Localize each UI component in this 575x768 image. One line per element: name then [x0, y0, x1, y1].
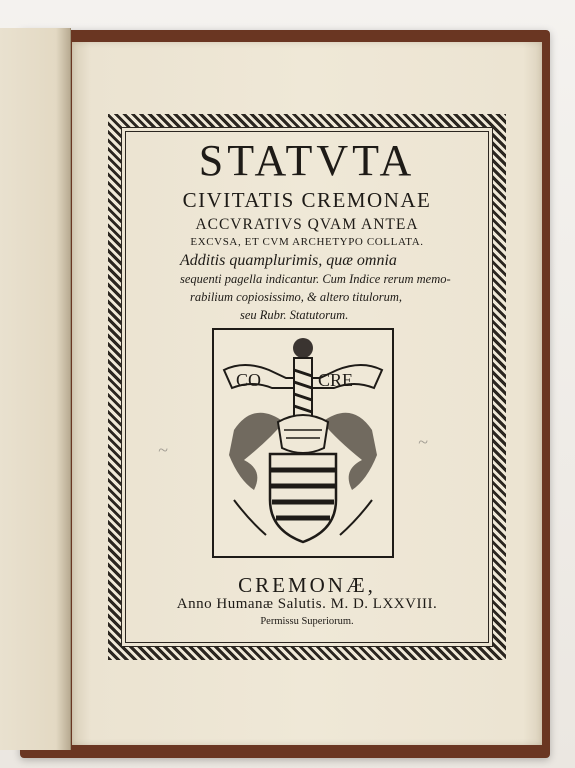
italic-line-2: sequenti pagella indicantur. Cum Indice rerum memo- — [180, 272, 451, 286]
pencil-mark-right: ~ — [418, 432, 428, 452]
coat-of-arms-icon — [214, 330, 392, 556]
italic-line-4: seu Rubr. Statutorum. — [240, 308, 349, 322]
emblem-label-right: CRE — [318, 370, 354, 390]
emblem-label-left: CO — [236, 370, 262, 390]
pencil-mark-left: ~ — [158, 440, 168, 460]
italic-line-3: rabilium copiosissimo, & altero titulorum, — [190, 290, 403, 304]
imprint-city: CREMONÆ, — [238, 573, 376, 597]
subtitle-accuracy: ACCVRATIVS QVAM ANTEA — [195, 216, 419, 233]
left-page-edge — [0, 28, 71, 750]
italic-line-1: Additis quamplurimis, quæ omnia — [180, 252, 397, 269]
subtitle-archetype: EXCVSA, ET CVM ARCHETYPO COLLATA. — [190, 236, 424, 248]
subtitle-city: CIVITATIS CREMONAE — [182, 188, 432, 212]
imprint-permission: Permissu Superiorum. — [260, 616, 354, 627]
coat-of-arms-woodcut — [212, 328, 394, 558]
page-title: STATVTA — [198, 136, 416, 185]
imprint-year: Anno Humanæ Salutis. M. D. LXXVIII. — [176, 596, 438, 612]
